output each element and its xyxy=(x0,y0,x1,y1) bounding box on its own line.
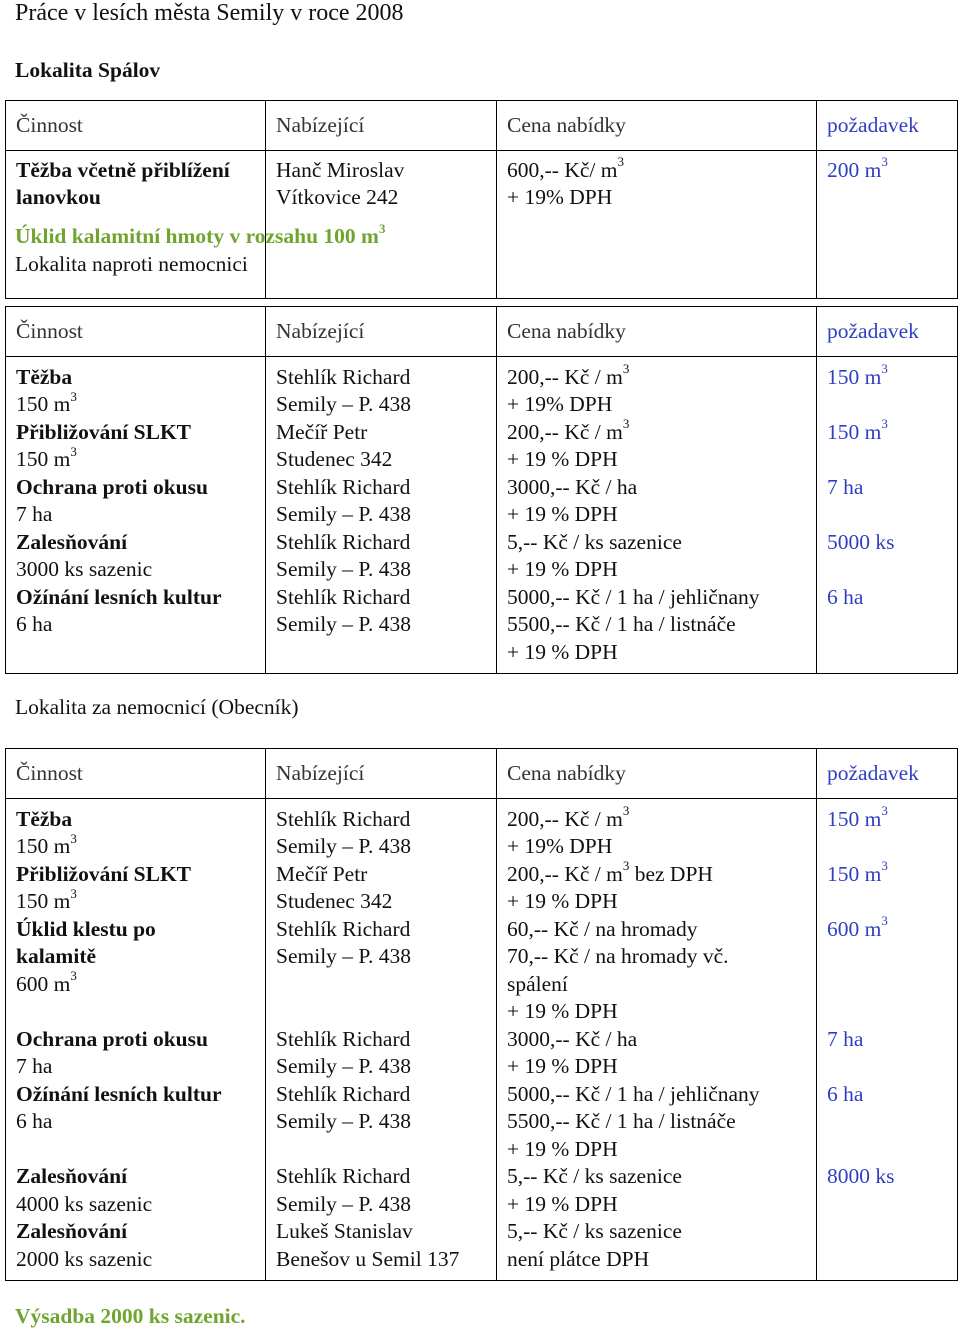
price-value-alt-cont: spálení xyxy=(507,971,568,996)
bidder-name: Stehlík Richard xyxy=(276,806,411,831)
price-vat: + 19 % DPH xyxy=(507,1191,618,1216)
activity-qty-value: 150 m xyxy=(16,447,71,471)
header-cena: Cena nabídky xyxy=(497,749,817,799)
demand-sup: 3 xyxy=(881,416,888,432)
demand-line xyxy=(827,361,948,392)
activity-name: Přibližování SLKT xyxy=(16,861,192,886)
spacer xyxy=(827,1136,948,1164)
price-value: 60,-- Kč / na hromady xyxy=(507,916,698,941)
table-header-row xyxy=(6,101,958,151)
activity-qty xyxy=(16,388,256,419)
header-pozadavek: požadavek xyxy=(817,749,958,799)
demand-value: 150 m xyxy=(827,419,882,444)
price-line xyxy=(507,858,807,889)
bidder-name: Mečíř Petr xyxy=(276,419,368,444)
activity-name: Úklid klestu po xyxy=(16,916,156,941)
spacer xyxy=(276,1136,487,1164)
price-vat: + 19 % DPH xyxy=(507,1054,618,1078)
bidder-name: Stehlík Richard xyxy=(276,1164,411,1188)
bidder-address: Semily – P. 438 xyxy=(276,612,411,636)
bidder-address: Semily – P. 438 xyxy=(276,1109,411,1133)
price-vat: + 19 % DPH xyxy=(507,639,618,664)
bidder-address: Semily – P. 438 xyxy=(276,1054,411,1078)
activity-qty xyxy=(16,968,256,999)
activity-qty-value: 150 m xyxy=(16,392,71,416)
price-value: 200,-- Kč / m xyxy=(507,861,623,886)
table-naproti xyxy=(5,306,958,674)
bidder-cell xyxy=(266,798,497,1281)
bidder-address: Studenec 342 xyxy=(276,889,393,913)
price-sup: 3 xyxy=(622,858,630,874)
demand-value: 6 ha xyxy=(827,1081,864,1106)
spacer xyxy=(16,1136,256,1164)
bidder-name: Mečíř Petr xyxy=(276,861,368,886)
price-value: 3000,-- Kč / ha xyxy=(507,1026,638,1051)
spacer xyxy=(827,391,948,419)
spacer xyxy=(827,971,948,999)
table-obecnik xyxy=(5,748,958,1281)
price-vat: + 19 % DPH xyxy=(507,1136,618,1161)
bidder-address: Semily – P. 438 xyxy=(276,1191,411,1216)
price-cell xyxy=(497,356,817,674)
activity-name: Zalesňování xyxy=(16,1164,128,1188)
activity-qty-sup: 3 xyxy=(70,443,77,459)
table-header-row xyxy=(6,307,958,357)
demand-line xyxy=(827,416,948,447)
bidder-address: Vítkovice 242 xyxy=(276,185,399,209)
demand-cell xyxy=(817,356,958,674)
spalov-note-sup: 3 xyxy=(378,220,386,236)
price-sup: 3 xyxy=(622,416,630,432)
spacer xyxy=(827,833,948,861)
activity-qty xyxy=(16,830,256,861)
bidder-address: Semily – P. 438 xyxy=(276,944,411,968)
price-value: 5,-- Kč / ks sazenice xyxy=(507,1164,682,1188)
table-header-row xyxy=(6,749,958,799)
bidder-name: Stehlík Richard xyxy=(276,1081,411,1106)
activity-name: Těžba včetně přiblížení xyxy=(16,157,230,182)
activity-qty-value: 150 m xyxy=(16,834,71,858)
price-value: 5,-- Kč / ks sazenice xyxy=(507,1219,682,1243)
price-value-alt: 5500,-- Kč / 1 ha / listnáče xyxy=(507,612,736,636)
demand-value: 8000 ks xyxy=(827,1164,895,1188)
price-value: 5000,-- Kč / 1 ha / jehličnany xyxy=(507,584,760,609)
price-vat: + 19% DPH xyxy=(507,392,613,416)
price-line xyxy=(507,361,807,392)
table-row xyxy=(6,356,958,674)
spalov-note xyxy=(15,220,386,251)
bidder-name: Stehlík Richard xyxy=(276,364,411,389)
bidder-name: Lukeš Stanislav xyxy=(276,1219,413,1243)
price-value: 600,-- Kč/ m xyxy=(507,157,618,182)
section-heading-spalov: Lokalita Spálov xyxy=(15,58,161,82)
page-title: Práce v lesích města Semily v roce 2008 xyxy=(15,0,404,26)
price-value-alt: 5500,-- Kč / 1 ha / listnáče xyxy=(507,1109,736,1133)
activity-name: Zalesňování xyxy=(16,1219,128,1243)
header-nabizejici: Nabízející xyxy=(266,749,497,799)
spacer xyxy=(16,998,256,1026)
spacer xyxy=(827,1108,948,1136)
demand-value: 150 m xyxy=(827,806,882,831)
price-value: 5,-- Kč / ks sazenice xyxy=(507,529,682,554)
demand-line xyxy=(827,858,948,889)
activity-qty-value: 150 m xyxy=(16,889,71,913)
price-vat: + 19% DPH xyxy=(507,185,613,209)
demand-sup: 3 xyxy=(881,154,888,170)
bidder-name: Stehlík Richard xyxy=(276,1026,411,1051)
price-vat: + 19 % DPH xyxy=(507,557,618,581)
bidder-address: Benešov u Semil 137 xyxy=(276,1246,460,1271)
price-value-alt: 70,-- Kč / na hromady vč. xyxy=(507,944,729,968)
activity-name: Ožínání lesních kultur xyxy=(16,584,222,609)
price-vat: + 19 % DPH xyxy=(507,889,618,913)
activity-name: Zalesňování xyxy=(16,529,128,554)
table-row xyxy=(6,798,958,1281)
bidder-name: Stehlík Richard xyxy=(276,474,411,499)
spacer xyxy=(827,501,948,529)
demand-cell xyxy=(817,798,958,1281)
activity-name: Ochrana proti okusu xyxy=(16,1026,208,1051)
price-cell xyxy=(497,150,817,298)
price-vat: + 19 % DPH xyxy=(507,502,618,526)
section-heading-naproti: Lokalita naproti nemocnici xyxy=(15,252,248,276)
bidder-address: Semily – P. 438 xyxy=(276,392,411,416)
activity-qty: 6 ha xyxy=(16,1109,53,1133)
demand-value: 7 ha xyxy=(827,474,864,499)
bidder-address: Studenec 342 xyxy=(276,447,393,471)
header-cinnost: Činnost xyxy=(6,101,266,151)
spacer xyxy=(827,998,948,1026)
activity-name: Přibližování SLKT xyxy=(16,419,192,444)
header-nabizejici: Nabízející xyxy=(266,307,497,357)
price-line xyxy=(507,416,807,447)
spacer xyxy=(827,943,948,971)
activity-name: Ochrana proti okusu xyxy=(16,474,208,499)
activity-qty: 4000 ks sazenic xyxy=(16,1191,153,1216)
spacer xyxy=(276,971,487,999)
demand-value: 6 ha xyxy=(827,584,864,609)
obecnik-note: Výsadba 2000 ks sazenic. xyxy=(15,1304,246,1328)
activity-qty-sup: 3 xyxy=(70,968,77,984)
demand-value: 150 m xyxy=(827,861,882,886)
bidder-address: Semily – P. 438 xyxy=(276,834,411,858)
price-vat: + 19 % DPH xyxy=(507,447,618,471)
activity-qty: 7 ha xyxy=(16,502,53,526)
price-value: 3000,-- Kč / ha xyxy=(507,474,638,499)
section-heading-obecnik: Lokalita za nemocnicí (Obecník) xyxy=(15,695,299,719)
activity-qty xyxy=(16,443,256,474)
demand-line xyxy=(827,803,948,834)
activity-name: Těžba xyxy=(16,364,73,389)
spacer xyxy=(827,446,948,474)
price-value: 200,-- Kč / m xyxy=(507,419,623,444)
activity-qty xyxy=(16,885,256,916)
price-line xyxy=(507,803,807,834)
header-cena: Cena nabídky xyxy=(497,307,817,357)
activity-name: Ožínání lesních kultur xyxy=(16,1081,222,1106)
demand-value: 200 m xyxy=(827,157,882,182)
bidder-name: Stehlík Richard xyxy=(276,584,411,609)
price-value: 5000,-- Kč / 1 ha / jehličnany xyxy=(507,1081,760,1106)
demand-value: 600 m xyxy=(827,916,882,941)
price-vat: není plátce DPH xyxy=(507,1246,650,1271)
activity-qty: 2000 ks sazenic xyxy=(16,1246,153,1271)
activity-name-cont: kalamitě xyxy=(16,944,97,968)
activity-cell xyxy=(6,798,266,1281)
header-cinnost: Činnost xyxy=(6,749,266,799)
activity-qty-value: 600 m xyxy=(16,971,71,996)
demand-value: 150 m xyxy=(827,364,882,389)
bidder-name: Hanč Miroslav xyxy=(276,157,405,182)
price-tail: bez DPH xyxy=(629,861,713,886)
header-pozadavek: požadavek xyxy=(817,307,958,357)
header-nabizejici: Nabízející xyxy=(266,101,497,151)
spalov-note-text: Úklid kalamitní hmoty v rozsahu 100 m xyxy=(15,224,379,248)
price-vat: + 19 % DPH xyxy=(507,999,618,1023)
demand-cell xyxy=(817,150,958,298)
price-value: 200,-- Kč / m xyxy=(507,806,623,831)
demand-value: 5000 ks xyxy=(827,529,895,554)
price-value: 200,-- Kč / m xyxy=(507,364,623,389)
activity-qty-sup: 3 xyxy=(70,830,77,846)
activity-name-cont: lanovkou xyxy=(16,185,101,209)
activity-qty: 3000 ks sazenic xyxy=(16,557,153,581)
bidder-address: Semily – P. 438 xyxy=(276,557,411,581)
price-sup: 3 xyxy=(622,803,630,819)
activity-qty-sup: 3 xyxy=(70,388,77,404)
bidder-cell xyxy=(266,356,497,674)
activity-cell xyxy=(6,356,266,674)
spacer xyxy=(827,888,948,916)
bidder-name: Stehlík Richard xyxy=(276,529,411,554)
price-sup: 3 xyxy=(617,154,624,170)
bidder-address: Semily – P. 438 xyxy=(276,502,411,526)
header-pozadavek: požadavek xyxy=(817,101,958,151)
demand-sup: 3 xyxy=(881,858,888,874)
activity-qty-sup: 3 xyxy=(70,885,77,901)
bidder-name: Stehlík Richard xyxy=(276,916,411,941)
price-line xyxy=(507,154,807,185)
demand-line xyxy=(827,913,948,944)
price-cell xyxy=(497,798,817,1281)
spacer xyxy=(827,1053,948,1081)
demand-sup: 3 xyxy=(881,913,888,929)
price-vat: + 19% DPH xyxy=(507,834,613,858)
header-cena: Cena nabídky xyxy=(497,101,817,151)
demand-line xyxy=(827,154,948,185)
activity-name: Těžba xyxy=(16,806,73,831)
activity-qty: 7 ha xyxy=(16,1054,53,1078)
demand-sup: 3 xyxy=(881,803,888,819)
spacer xyxy=(827,556,948,584)
spacer xyxy=(276,998,487,1026)
price-sup: 3 xyxy=(622,361,630,377)
demand-sup: 3 xyxy=(881,361,888,377)
demand-value: 7 ha xyxy=(827,1026,864,1051)
activity-qty: 6 ha xyxy=(16,612,53,636)
header-cinnost: Činnost xyxy=(6,307,266,357)
